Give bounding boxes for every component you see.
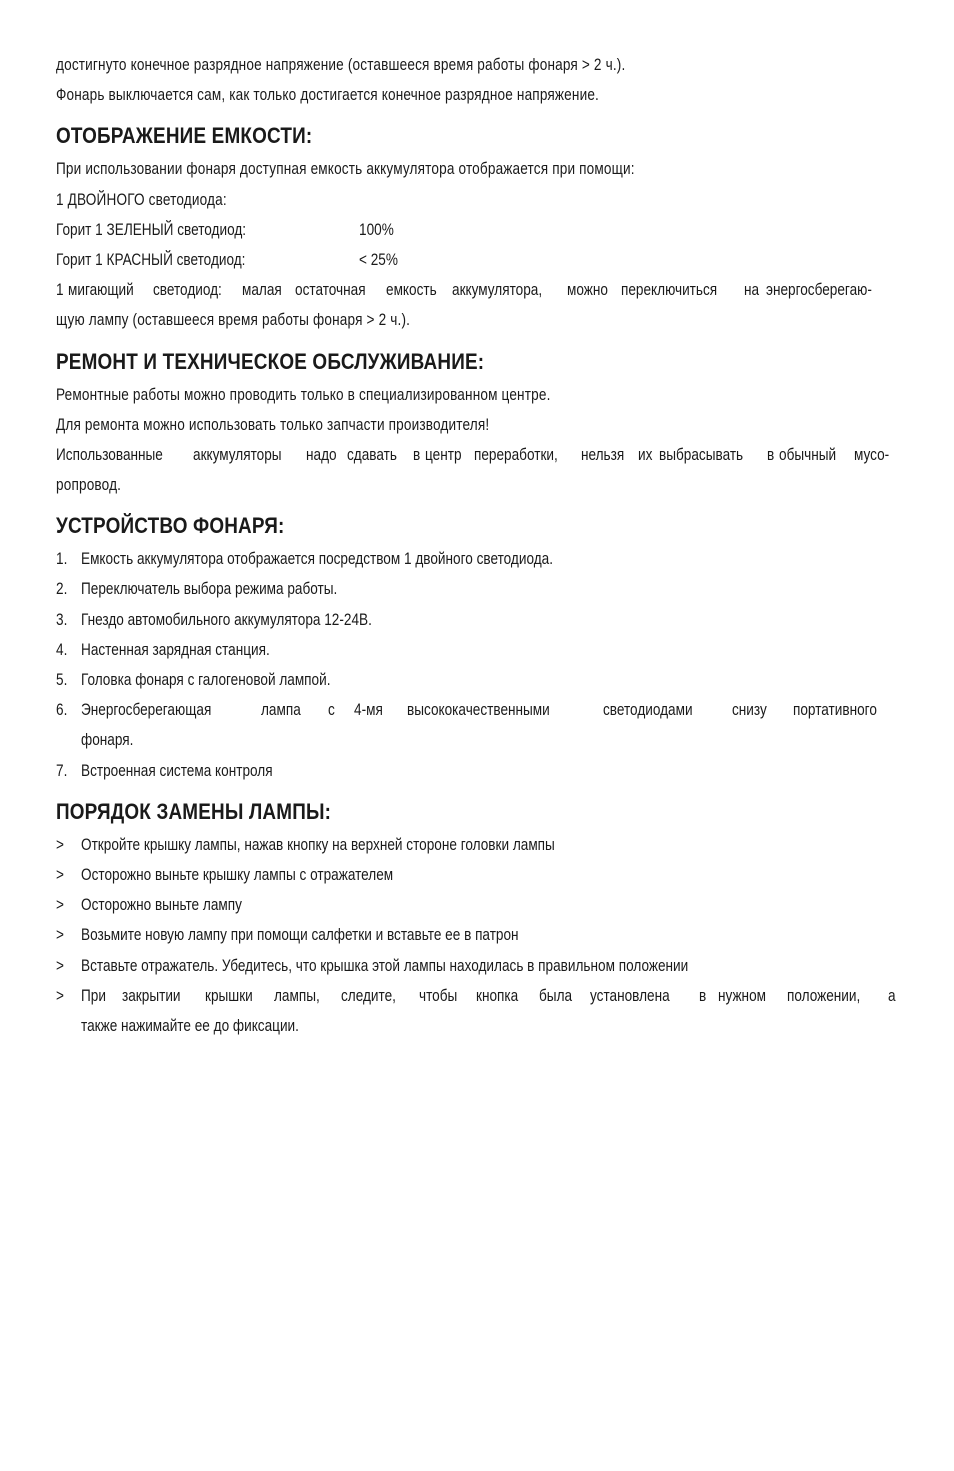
step-text: Вставьте отражатель. Убедитесь, что крышка этой лампы находилась в правильном положении [81,955,689,975]
word: При [81,985,106,1005]
word: нужном [717,985,766,1005]
device-item-number: 7. [56,760,68,780]
capacity-intro: При использовании фонаря доступная емкость аккумулятора отображается при помощи: [56,159,635,179]
device-item-6-continuation [56,725,898,755]
step-marker: > [56,955,64,975]
manual-page [56,50,898,1041]
red-led-label: Горит 1 КРАСНЫЙ светодиод: [56,249,246,269]
lamp-heading: ПОРЯДОК ЗАМЕНЫ ЛАМПЫ: [56,798,332,824]
lamp-step-last-continuation-text: также нажимайте ее до фиксации. [81,1015,299,1035]
device-item-4 [56,635,898,665]
device-item-2 [56,574,898,604]
word: кнопка [476,985,519,1005]
word: аккумуляторы [192,444,282,464]
step-marker: > [56,834,64,854]
word: установлена [589,985,670,1005]
word: в [767,444,775,464]
word: аккумулятора, [451,280,542,300]
capacity-green-row [56,215,898,245]
step-text: Откройте крышку лампы, нажав кнопку на верхней стороне головки лампы [81,834,555,854]
word: мусо- [853,444,890,464]
word: крышки [204,985,253,1005]
lamp-step [56,830,898,860]
repair-line-1: Ремонтные работы можно проводить только в специализированном центре. [56,384,551,404]
lamp-step [56,890,898,920]
intro-line-2: Фонарь выключается сам, как только достигается конечное разрядное напряжение. [56,85,599,105]
device-heading: УСТРОЙСТВО ФОНАРЯ: [56,513,285,539]
repair-line-4: ропровод. [56,475,122,495]
step-text: Возьмите новую лампу при помощи салфетки и вставьте ее в патрон [81,925,519,945]
word: 4-мя [354,700,383,720]
lamp-step-last-continuation [56,1011,898,1041]
word: в [698,985,707,1005]
word: на [743,280,760,300]
lamp-steps-list [56,830,898,981]
word: энергосберегаю- [765,280,872,300]
lamp-step-last [56,981,898,1011]
word: нельзя [581,444,625,464]
lamp-step [56,951,898,981]
device-item-number: 6. [56,700,68,720]
step-text: Осторожно выньте крышку лампы с отражателем [81,864,394,884]
device-item-text: Встроенная система контроля [81,760,273,780]
word: высококачественными [407,700,551,720]
green-led-value: 100% [359,219,394,239]
device-item-number: 2. [56,579,68,599]
intro-line-1: достигнуто конечное разрядное напряжение (оставшееся время работы фонаря > 2 ч.). [56,55,626,74]
step-text: Осторожно выньте лампу [81,895,242,915]
word: выбрасывать [659,444,744,464]
word: 1 [56,280,64,300]
word: мигающий [68,280,134,300]
device-item-3 [56,605,898,635]
word: центр [424,444,462,464]
step-marker: > [56,985,64,1005]
word: лампы, [273,985,320,1005]
word: была [538,985,572,1005]
device-item-text: Гнездо автомобильного аккумулятора 12-24В. [81,609,372,629]
device-item-number: 5. [56,670,68,689]
word: сдавать [347,444,398,464]
word: чтобы [418,985,458,1005]
repair-line-3 [56,440,898,470]
capacity-blink-line-1 [56,275,898,305]
word: положении, [787,985,861,1005]
device-item-number: 3. [56,609,68,629]
step-marker: > [56,925,64,945]
device-item-number: 1. [56,549,68,569]
word: портативного [793,700,878,720]
word: Использованные [56,444,163,464]
word: закрытии [121,985,181,1005]
word: можно [567,280,608,300]
red-led-value: < 25% [359,249,398,269]
word: надо [306,444,337,464]
device-item-7 [56,756,898,786]
repair-heading: РЕМОНТ И ТЕХНИЧЕСКОЕ ОБСЛУЖИВАНИЕ: [56,348,485,374]
word: их [638,444,653,464]
capacity-red-row [56,245,898,275]
device-item-text: Головка фонаря с галогеновой лампой. [81,670,331,689]
capacity-heading: ОТОБРАЖЕНИЕ ЕМКОСТИ: [56,123,313,149]
green-led-label: Горит 1 ЗЕЛЕНЫЙ светодиод: [56,219,247,239]
device-item-text [81,695,898,725]
device-item-6-continuation-text: фонаря. [81,730,134,750]
word: переработки, [473,444,558,464]
word: емкость [385,280,437,300]
word: следите, [340,985,396,1005]
capacity-led-line: 1 ДВОЙНОГО светодиода: [56,189,227,209]
capacity-blink-line-2: щую лампу (оставшееся время работы фонаря > 2 ч.). [56,310,411,330]
device-item-5 [56,665,898,695]
device-item-text: Емкость аккумулятора отображается посредством 1 двойного светодиода. [81,549,553,569]
word: Энергосберегающая [81,700,212,720]
device-item-text: Переключатель выбора режима работы. [81,579,338,599]
lamp-step [56,920,898,950]
word: обычный [779,444,837,464]
word: переключиться [621,280,718,300]
word: светодиодами [603,700,693,720]
word: малая [242,280,282,300]
word: в [412,444,421,464]
word: с [328,700,336,720]
lamp-step [56,860,898,890]
device-item-6 [56,695,898,725]
word: светодиод: [153,280,223,300]
device-item-text: Настенная зарядная станция. [81,639,270,659]
step-marker: > [56,895,64,915]
repair-line-2: Для ремонта можно использовать только запчасти производителя! [56,414,490,434]
device-item-number: 4. [56,639,68,659]
device-list [56,544,898,695]
step-marker: > [56,864,64,884]
word: а [888,985,896,1005]
word: лампа [261,700,301,720]
device-item-1 [56,544,898,574]
word: остаточная [294,280,366,300]
word: снизу [732,700,768,720]
step-text [81,981,898,1011]
